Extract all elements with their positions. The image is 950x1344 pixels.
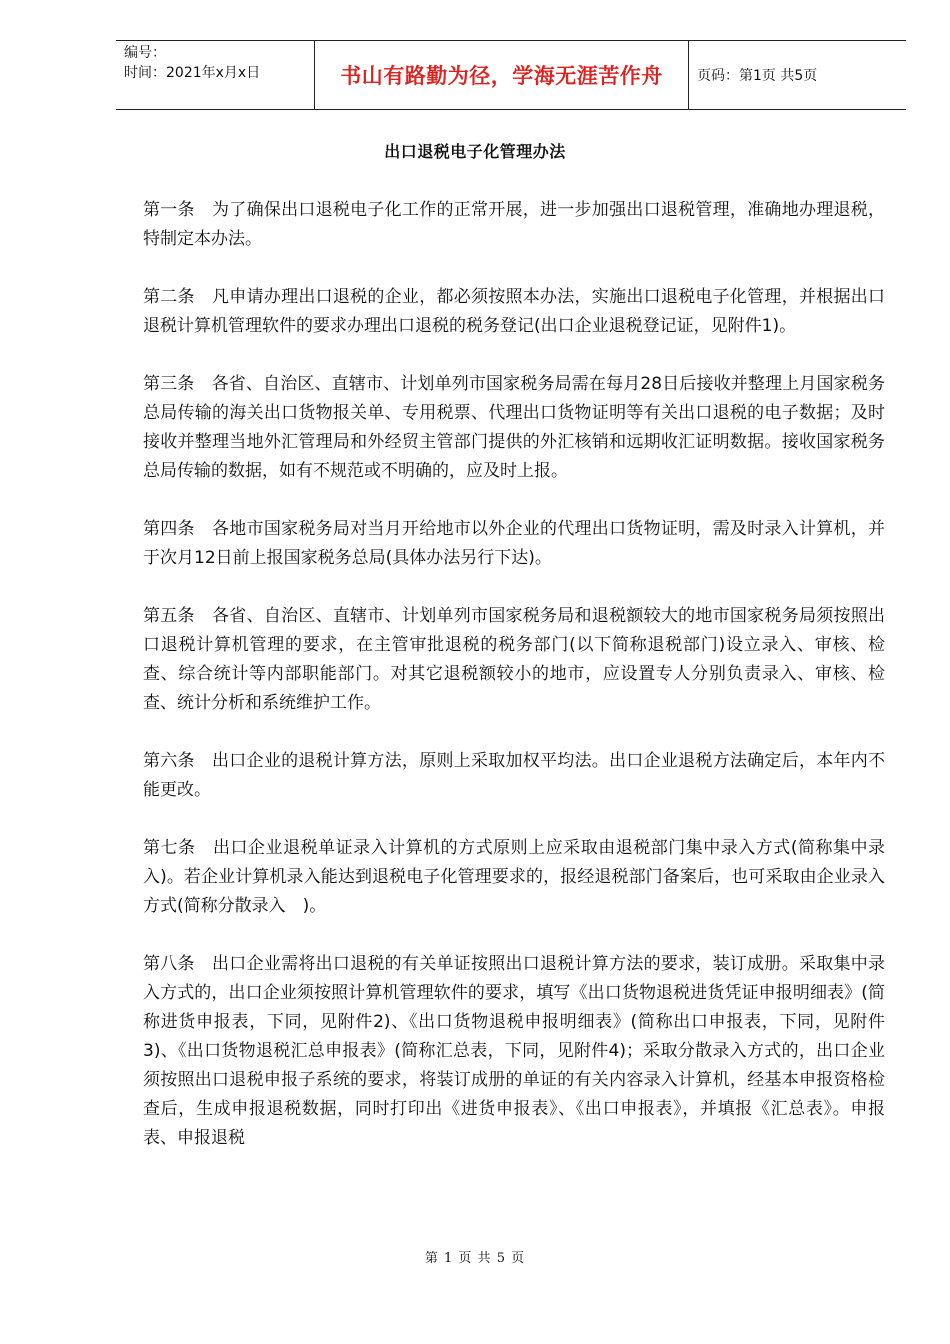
article-2: 第二条 凡申请办理出口退税的企业，都必须按照本办法，实施出口退税电子化管理，并根据出口退税计算机管理软件的要求办理出口退税的税务登记(出口企业退税登记证，见附件1)。 <box>143 287 885 336</box>
date-line: 时间：2021年x月x日 <box>124 65 261 81</box>
serial-number-label: 编号： <box>124 45 166 61</box>
header-page-cell <box>689 41 906 109</box>
article-5: 第五条 各省、自治区、直辖市、计划单列市国家税务局和退税额较大的地市国家税务局须按照出口退税计算机管理的要求，在主管审批退税的税务部门(以下简称退税部门)设立录入、审核、检查、综合统计等内部职能部门。对其它退税额较小的地市，应设置专人分别负责录入、审核、检查、统计分析和系统维护工作。 <box>143 606 885 713</box>
article-7: 第七条 出口企业退税单证录入计算机的方式原则上应采取由退税部门集中录入方式(简称集中录入)。若企业计算机录入能达到退税电子化管理要求的，报经退税部门备案后，也可采取由企业录入方式(简称分散录入 )。 <box>143 838 885 916</box>
page-info: 页码：第1页 共5页 <box>697 68 818 84</box>
document-body <box>143 196 885 1153</box>
motto-text: 书山有路勤为径，学海无涯苦作舟 <box>340 64 663 88</box>
article-6: 第六条 出口企业的退税计算方法，原则上采取加权平均法。出口企业退税方法确定后，本年内不能更改。 <box>143 751 885 800</box>
article-8: 第八条 出口企业需将出口退税的有关单证按照出口退税计算方法的要求，装订成册。采取集中录入方式的，出口企业须按照计算机管理软件的要求，填写《出口货物退税进货凭证申报明细表》(简称进货申报表，下同，见附件2)、《出口货物退税申报明细表》(简称出口申报表，下同，见附件3)、《出口货物退税汇总申报表》(简称汇总表，下同，见附件4)；采取分散录入方式的，出口企业须按照出口退税申报子系统的要求，将装订成册的单证的有关内容录入计算机，经基本申报资格检查后，生成申报退税数据，同时打印出《进货申报表》、《出口申报表》，并填报《汇总表》。申报表、申报退税 <box>143 954 885 1148</box>
header-motto-cell <box>315 41 689 109</box>
article-4: 第四条 各地市国家税务局对当月开给地市以外企业的代理出口货物证明，需及时录入计算机，并于次月12日前上报国家税务总局(具体办法另行下达)。 <box>143 519 885 568</box>
article-1: 第一条 为了确保出口退税电子化工作的正常开展，进一步加强出口退税管理，准确地办理退税，特制定本办法。 <box>143 200 885 249</box>
article-3: 第三条 各省、自治区、直辖市、计划单列市国家税务局需在每月28日后接收并整理上月国家税务总局传输的海关出口货物报关单、专用税票、代理出口货物证明等有关出口退税的电子数据；及时接收并整理当地外汇管理局和外经贸主管部门提供的外汇核销和远期收汇证明数据。接收国家税务总局传输的数据，如有不规范或不明确的，应及时上报。 <box>143 374 885 481</box>
page-footer: 第 1 页 共 5 页 <box>424 1251 526 1266</box>
header-meta-cell <box>116 41 315 109</box>
header-table <box>116 40 906 110</box>
document-title: 出口退税电子化管理办法 <box>384 142 566 161</box>
